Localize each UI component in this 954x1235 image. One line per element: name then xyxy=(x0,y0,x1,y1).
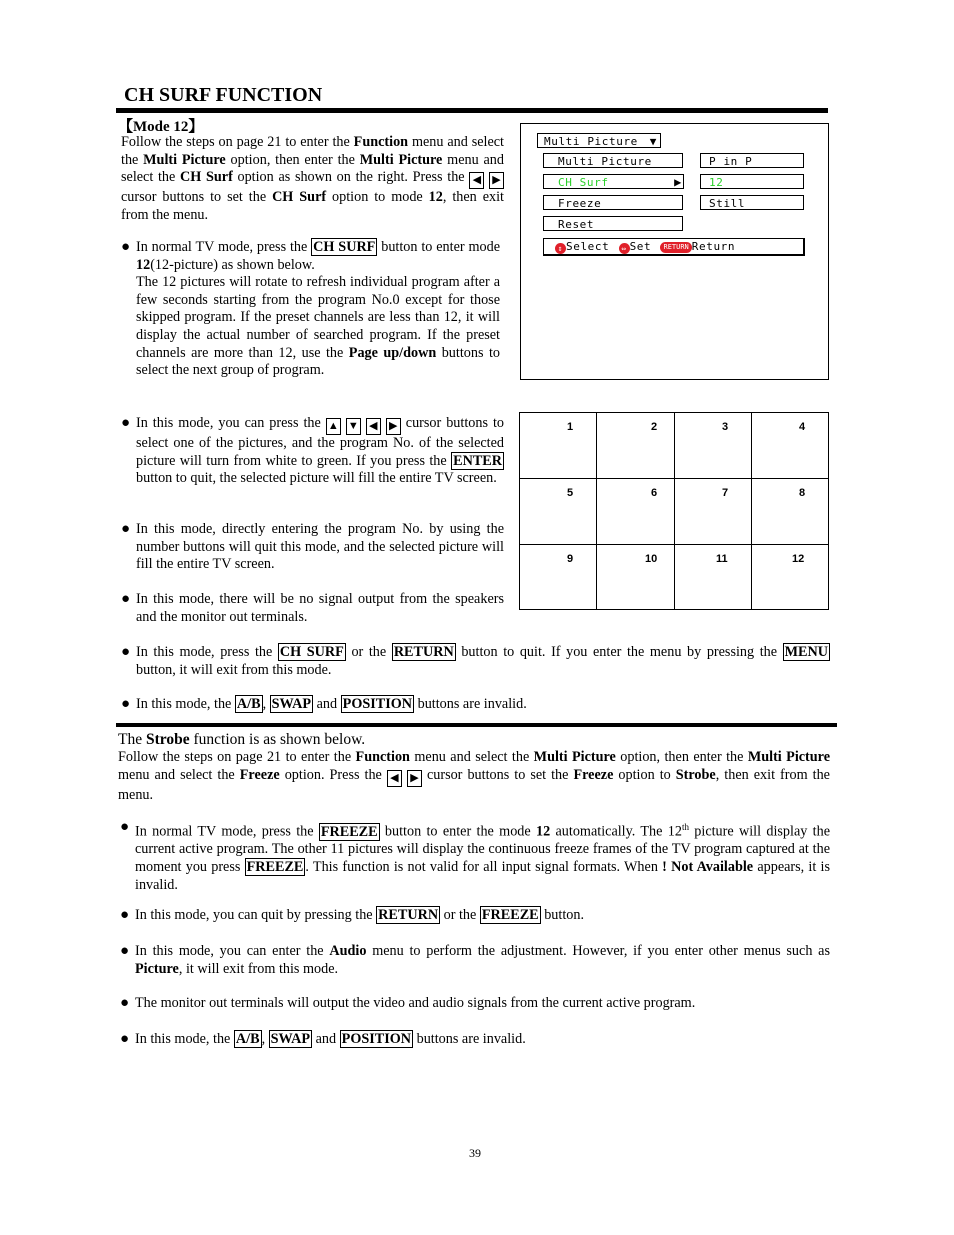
grid-number: 3 xyxy=(722,421,729,433)
return-key: RETURN xyxy=(378,907,439,923)
return-key-icon: RETURN xyxy=(660,242,691,253)
bullet-icon: ● xyxy=(121,239,131,255)
menu-item-ch-surf: CH Surf ▶ xyxy=(543,174,684,189)
menu-item-multi-picture: Multi Picture xyxy=(543,153,683,168)
bullet-icon: ● xyxy=(121,696,131,712)
menu-value-chsurf: 12 xyxy=(700,174,804,189)
right-arrow-icon: ▶ xyxy=(407,770,422,787)
page-number: 39 xyxy=(469,1146,481,1160)
bullet-icon: ● xyxy=(120,907,130,923)
menu-value-pinp: P in P xyxy=(700,153,804,168)
ch-surf-key: CH SURF xyxy=(313,239,376,255)
bullet-item: ● In this mode, you can press the ▲ ▼ ◀ ▶ cursor buttons to select one of the pictures, and the program No. of the selected picture will turn from white to green. If you press the ENTER button to quit, the selected picture will fill the entire TV screen. xyxy=(121,415,505,487)
bullet-item: ● In this mode, the A/B , SWAP and POSITION buttons are invalid. xyxy=(120,1031,526,1047)
ch-surf-key: CH SURF xyxy=(279,644,344,660)
strobe-intro: Follow the steps on page 21 to enter the Function menu and select the Multi Picture option, then enter the Multi Picture menu and select the Freeze option. Press the ◀ ▶ cursor buttons to set the Freeze option to Strobe, then exit from the menu. xyxy=(118,749,831,803)
grid-line xyxy=(520,544,828,545)
swap-key: SWAP xyxy=(270,1031,311,1047)
bullet-icon: ● xyxy=(121,521,131,537)
grid-number: 5 xyxy=(567,487,574,499)
section-divider xyxy=(116,723,837,727)
menu-footer: ⇕ Select ⇔ Set RETURN Return xyxy=(543,238,805,256)
twelve-picture-grid xyxy=(519,412,829,610)
bullet-icon: ● xyxy=(121,591,131,607)
mode-heading: 【Mode 12】 xyxy=(118,119,204,135)
down-arrow-icon: ▼ xyxy=(346,418,361,435)
bullet-icon: ● xyxy=(120,1031,130,1047)
freeze-key: FREEZE xyxy=(320,823,378,840)
bullet-icon: ● xyxy=(120,943,130,959)
grid-number: 10 xyxy=(645,553,658,565)
set-icon: ⇔ xyxy=(619,243,630,254)
right-arrow-icon: ▶ xyxy=(489,172,504,189)
grid-line xyxy=(674,413,675,609)
grid-number: 2 xyxy=(651,421,658,433)
enter-key: ENTER xyxy=(453,452,502,469)
position-key: POSITION xyxy=(342,696,413,712)
bullet-item: ● The monitor out terminals will output the video and audio signals from the current active program. xyxy=(120,995,696,1011)
menu-key: MENU xyxy=(784,644,829,660)
bullet-icon: ● xyxy=(121,644,131,660)
bullet-item: ● In this mode, there will be no signal output from the speakers and the monitor out terminals. xyxy=(121,591,504,625)
grid-number: 1 xyxy=(567,421,574,433)
select-icon: ⇕ xyxy=(555,243,566,254)
left-arrow-icon: ◀ xyxy=(366,418,381,435)
up-arrow-icon: ▲ xyxy=(326,418,341,435)
bullet-item: ● In this mode, directly entering the program No. by using the number buttons will quit this mode, and the selected picture will fill the entire TV screen. xyxy=(121,521,504,573)
menu-item-reset: Reset xyxy=(543,216,683,231)
grid-number: 8 xyxy=(799,487,806,499)
freeze-key: FREEZE xyxy=(481,907,539,923)
bullet-item: ● In this mode, press the CH SURF or the RETURN button to quit. If you enter the menu by pressing the MENU button, it will exit from this mode. xyxy=(121,644,829,678)
bullet-item: ● In normal TV mode, press the CH SURF button to enter mode 12(12-picture) as shown below. The 12 pictures will rotate to refresh individual program after a few seconds starting from the program No.0 except for those skipped program. If the preset channels are less than 12, it will display the actual number of searched program. If the preset channels are more than 12, use the Page up/down buttons to select the next group of program. xyxy=(121,239,500,379)
grid-line xyxy=(596,413,597,609)
title-rule xyxy=(116,108,828,113)
grid-line xyxy=(520,478,828,479)
menu-value-freeze: Still xyxy=(700,195,804,210)
intro-paragraph: Follow the steps on page 21 to enter the Function menu and select the Multi Picture option, then enter the Multi Picture menu and select the CH Surf option as shown on the right. Press the ◀ ▶ cursor buttons to set the CH Surf option to mode 12, then exit from the menu. xyxy=(121,134,504,223)
grid-number: 9 xyxy=(567,553,574,565)
freeze-key: FREEZE xyxy=(246,858,304,875)
right-arrow-icon: ▶ xyxy=(386,418,401,435)
grid-number: 12 xyxy=(792,553,805,565)
ab-key: A/B xyxy=(236,696,261,712)
strobe-heading: The Strobe function is as shown below. xyxy=(118,731,366,748)
bullet-icon: ● xyxy=(120,995,130,1011)
grid-number: 11 xyxy=(716,553,728,565)
bullet-item: ● In this mode, the A/B , SWAP and POSITION buttons are invalid. xyxy=(121,696,527,712)
bullet-item: ● In normal TV mode, press the FREEZE button to enter the mode 12 automatically. The 12th picture will display the current active program. The other 11 pictures will display the continuous freeze frames of the TV program captured at the moment you press FREEZE . This function is not valid for all input signal formats. When ! Not Available appears, it is invalid. xyxy=(120,819,831,893)
swap-key: SWAP xyxy=(271,696,312,712)
bullet-item: ● In this mode, you can enter the Audio menu to perform the adjustment. However, if you enter other menus such as Picture, it will exit from this mode. xyxy=(120,943,830,977)
right-arrow-icon: ▶ xyxy=(674,175,682,189)
page-title: CH SURF FUNCTION xyxy=(124,84,323,106)
menu-illustration xyxy=(520,123,829,380)
position-key: POSITION xyxy=(341,1031,412,1047)
dropdown-arrow-icon: ▼ xyxy=(649,135,657,148)
left-arrow-icon: ◀ xyxy=(387,770,402,787)
menu-header: Multi Picture ▼ xyxy=(537,133,661,148)
return-key: RETURN xyxy=(393,644,454,660)
grid-number: 4 xyxy=(799,421,806,433)
ab-key: A/B xyxy=(235,1031,260,1047)
bullet-item: ● In this mode, you can quit by pressing the RETURN or the FREEZE button. xyxy=(120,907,584,923)
bullet-icon: ● xyxy=(121,415,131,431)
grid-line xyxy=(751,413,752,609)
left-arrow-icon: ◀ xyxy=(469,172,484,189)
grid-number: 6 xyxy=(651,487,658,499)
grid-number: 7 xyxy=(722,487,729,499)
bullet-icon: ● xyxy=(120,819,130,835)
menu-item-freeze: Freeze xyxy=(543,195,683,210)
